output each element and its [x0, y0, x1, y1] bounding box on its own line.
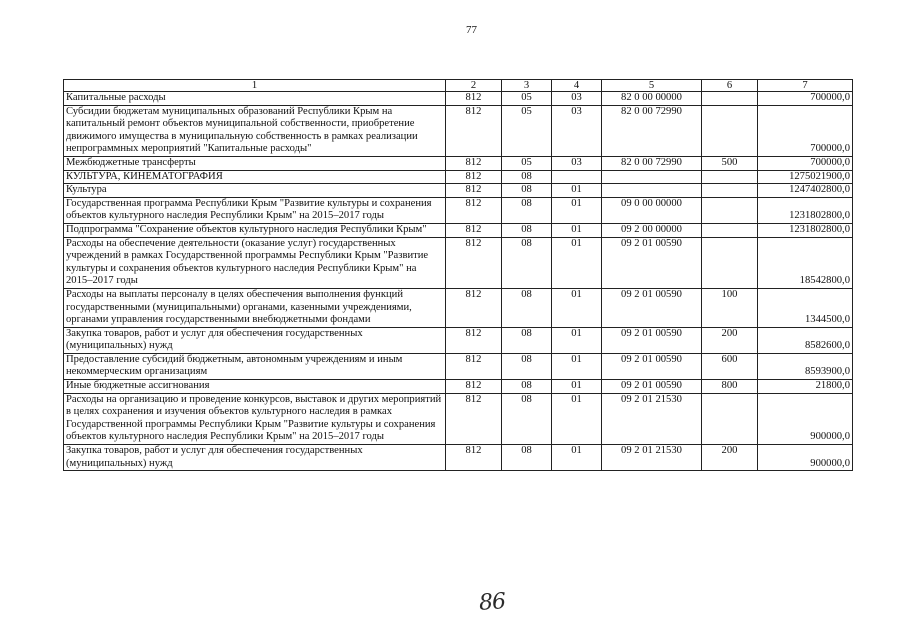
- cell-section: 08: [502, 197, 552, 223]
- cell-section: 08: [502, 237, 552, 288]
- cell-ministry-code: 812: [446, 92, 502, 106]
- cell-expense-type: 200: [702, 445, 758, 471]
- cell-amount: 900000,0: [758, 393, 853, 444]
- cell-subsection: 03: [552, 105, 602, 156]
- handwritten-page-mark: 86: [478, 589, 506, 616]
- cell-name: Расходы на организацию и проведение конкурсов, выставок и других мероприятий в целях сохранения и изучения объектов культурного наследия в рамках Государственной программы Республики Крым "Развитие культуры и сохранения объектов культурного наследия Республики Крым" на 2015–2017 годы: [64, 393, 446, 444]
- cell-name: Расходы на обеспечение деятельности (оказание услуг) государственных учреждений в рамках Государственной программы Республики Крым "Развитие культуры и сохранения объектов культурного наследия Республики Крым" на 2015–2017 годы: [64, 237, 446, 288]
- cell-section: 08: [502, 445, 552, 471]
- cell-amount: 700000,0: [758, 156, 853, 170]
- cell-subsection: [552, 170, 602, 184]
- table-row: [64, 156, 853, 170]
- page-number: 77: [466, 24, 477, 36]
- cell-target-article: [602, 170, 702, 184]
- cell-subsection: 01: [552, 184, 602, 198]
- table-row: [64, 223, 853, 237]
- column-header: 5: [602, 80, 702, 92]
- cell-ministry-code: 812: [446, 353, 502, 379]
- cell-expense-type: [702, 92, 758, 106]
- cell-expense-type: 500: [702, 156, 758, 170]
- cell-target-article: 09 2 01 21530: [602, 393, 702, 444]
- cell-section: 08: [502, 380, 552, 394]
- cell-expense-type: 200: [702, 327, 758, 353]
- cell-target-article: 09 2 01 21530: [602, 445, 702, 471]
- cell-section: 05: [502, 92, 552, 106]
- table-row: [64, 393, 853, 444]
- cell-ministry-code: 812: [446, 184, 502, 198]
- cell-amount: 1231802800,0: [758, 197, 853, 223]
- column-header: 7: [758, 80, 853, 92]
- cell-amount: 8593900,0: [758, 353, 853, 379]
- cell-section: 08: [502, 393, 552, 444]
- cell-target-article: 09 2 00 00000: [602, 223, 702, 237]
- cell-name: Подпрограмма "Сохранение объектов культурного наследия Республики Крым": [64, 223, 446, 237]
- cell-name: Закупка товаров, работ и услуг для обеспечения государственных (муниципальных) нужд: [64, 327, 446, 353]
- table-row: [64, 288, 853, 327]
- cell-subsection: 03: [552, 156, 602, 170]
- cell-amount: 700000,0: [758, 105, 853, 156]
- cell-expense-type: [702, 170, 758, 184]
- table-row: [64, 380, 853, 394]
- cell-expense-type: [702, 223, 758, 237]
- cell-ministry-code: 812: [446, 380, 502, 394]
- cell-subsection: 01: [552, 380, 602, 394]
- column-header: 1: [64, 80, 446, 92]
- cell-amount: 1275021900,0: [758, 170, 853, 184]
- budget-table: [63, 79, 853, 471]
- cell-section: 05: [502, 156, 552, 170]
- cell-subsection: 01: [552, 223, 602, 237]
- column-header: 6: [702, 80, 758, 92]
- cell-ministry-code: 812: [446, 223, 502, 237]
- cell-subsection: 01: [552, 288, 602, 327]
- cell-subsection: 01: [552, 327, 602, 353]
- cell-subsection: 01: [552, 197, 602, 223]
- table-row: [64, 237, 853, 288]
- cell-section: 08: [502, 184, 552, 198]
- cell-name: Предоставление субсидий бюджетным, автономным учреждениям и иным некоммерческим организациям: [64, 353, 446, 379]
- table-row: [64, 184, 853, 198]
- cell-amount: 900000,0: [758, 445, 853, 471]
- cell-expense-type: 100: [702, 288, 758, 327]
- cell-expense-type: [702, 237, 758, 288]
- cell-section: 08: [502, 353, 552, 379]
- cell-ministry-code: 812: [446, 105, 502, 156]
- column-header: 3: [502, 80, 552, 92]
- table-row: [64, 197, 853, 223]
- cell-amount: 1247402800,0: [758, 184, 853, 198]
- cell-name: КУЛЬТУРА, КИНЕМАТОГРАФИЯ: [64, 170, 446, 184]
- cell-section: 08: [502, 327, 552, 353]
- cell-expense-type: 800: [702, 380, 758, 394]
- cell-amount: 18542800,0: [758, 237, 853, 288]
- cell-ministry-code: 812: [446, 288, 502, 327]
- cell-expense-type: 600: [702, 353, 758, 379]
- cell-target-article: 09 2 01 00590: [602, 237, 702, 288]
- cell-name: Субсидии бюджетам муниципальных образований Республики Крым на капитальный ремонт объектов муниципальной собственности, приобретение движимого имущества в муниципальную собственность в рамках реализации непрограммных мероприятий "Капитальные расходы": [64, 105, 446, 156]
- table-row: [64, 327, 853, 353]
- cell-subsection: 03: [552, 92, 602, 106]
- cell-target-article: 09 0 00 00000: [602, 197, 702, 223]
- cell-name: Капитальные расходы: [64, 92, 446, 106]
- cell-name: Межбюджетные трансферты: [64, 156, 446, 170]
- cell-target-article: 09 2 01 00590: [602, 380, 702, 394]
- cell-ministry-code: 812: [446, 327, 502, 353]
- table-body: [64, 92, 853, 471]
- cell-target-article: 09 2 01 00590: [602, 327, 702, 353]
- cell-amount: 1344500,0: [758, 288, 853, 327]
- cell-section: 08: [502, 170, 552, 184]
- cell-amount: 21800,0: [758, 380, 853, 394]
- cell-expense-type: [702, 184, 758, 198]
- cell-name: Закупка товаров, работ и услуг для обеспечения государственных (муниципальных) нужд: [64, 445, 446, 471]
- cell-subsection: 01: [552, 353, 602, 379]
- cell-target-article: 82 0 00 72990: [602, 156, 702, 170]
- cell-subsection: 01: [552, 445, 602, 471]
- column-header: 2: [446, 80, 502, 92]
- cell-expense-type: [702, 393, 758, 444]
- cell-target-article: 82 0 00 72990: [602, 105, 702, 156]
- cell-target-article: 09 2 01 00590: [602, 288, 702, 327]
- cell-section: 08: [502, 288, 552, 327]
- cell-subsection: 01: [552, 393, 602, 444]
- table-row: [64, 445, 853, 471]
- cell-name: Культура: [64, 184, 446, 198]
- cell-section: 08: [502, 223, 552, 237]
- cell-section: 05: [502, 105, 552, 156]
- cell-ministry-code: 812: [446, 170, 502, 184]
- cell-name: Государственная программа Республики Крым "Развитие культуры и сохранения объектов культурного наследия Республики Крым" на 2015–2017 годы: [64, 197, 446, 223]
- header-row: [64, 80, 853, 92]
- table-row: [64, 92, 853, 106]
- cell-amount: 1231802800,0: [758, 223, 853, 237]
- cell-amount: 700000,0: [758, 92, 853, 106]
- column-header: 4: [552, 80, 602, 92]
- cell-amount: 8582600,0: [758, 327, 853, 353]
- cell-target-article: [602, 184, 702, 198]
- cell-expense-type: [702, 197, 758, 223]
- cell-ministry-code: 812: [446, 197, 502, 223]
- table-row: [64, 170, 853, 184]
- cell-ministry-code: 812: [446, 237, 502, 288]
- cell-expense-type: [702, 105, 758, 156]
- cell-target-article: 09 2 01 00590: [602, 353, 702, 379]
- cell-ministry-code: 812: [446, 156, 502, 170]
- cell-target-article: 82 0 00 00000: [602, 92, 702, 106]
- cell-ministry-code: 812: [446, 445, 502, 471]
- table-row: [64, 105, 853, 156]
- cell-name: Иные бюджетные ассигнования: [64, 380, 446, 394]
- cell-ministry-code: 812: [446, 393, 502, 444]
- cell-subsection: 01: [552, 237, 602, 288]
- table-row: [64, 353, 853, 379]
- cell-name: Расходы на выплаты персоналу в целях обеспечения выполнения функций государственными (муниципальными) органами, казенными учреждениями, органами управления государственными внебюджетными фондами: [64, 288, 446, 327]
